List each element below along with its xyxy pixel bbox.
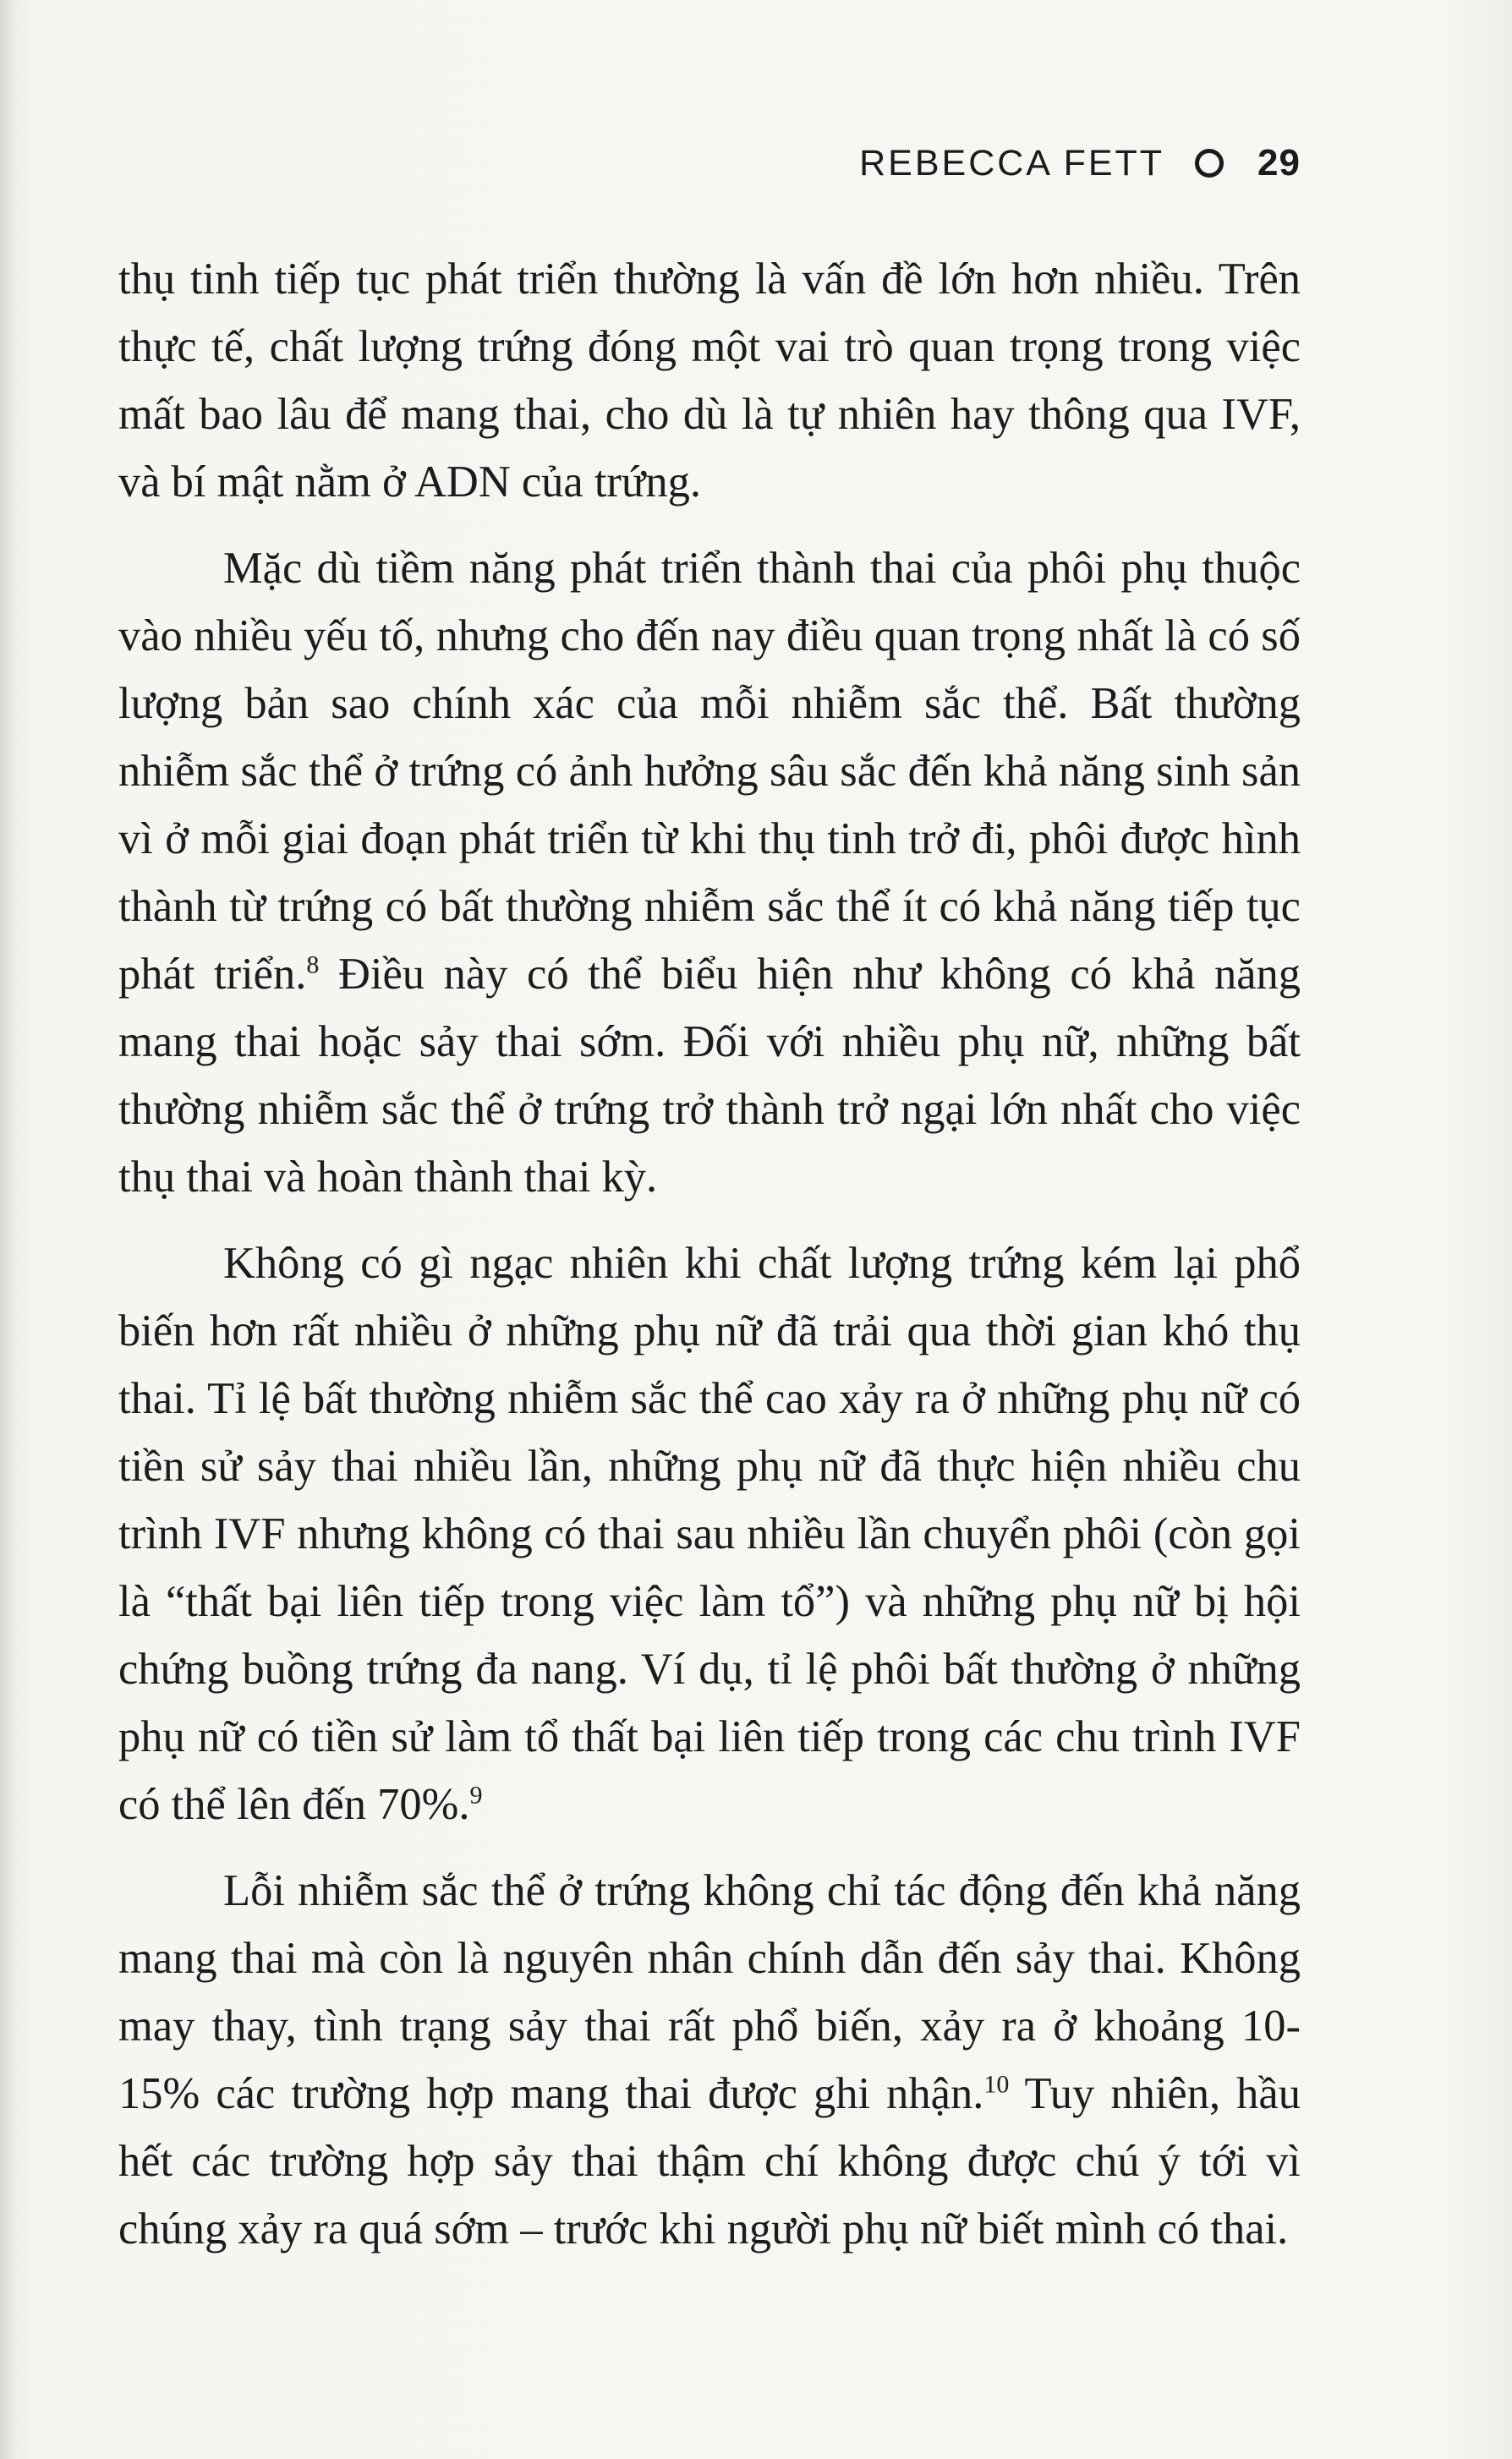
paragraph-text: Mặc dù tiềm năng phát triển thành thai của phôi phụ thuộc vào nhiều yếu tố, nhưng cho đến nay điều quan trọng nhất là có số lượng bản sao chính xác của mỗi nhiễm sắc thể. Bất thường nhiễm sắc thể ở trứng có ảnh hưởng sâu sắc đến khả năng sinh sản vì ở mỗi giai đoạn phát triển từ khi thụ tinh trở đi, phôi được hình thành từ trứng có bất thường nhiễm sắc thể ít có khả năng tiếp tục phát triển. — [118, 544, 1301, 999]
paragraph-miscarriage — [118, 1857, 1301, 2263]
paragraph-text: Tuy nhiên, hầu hết các trường hợp sảy thai thậm chí không được chú ý tới vì chúng xảy ra quá sớm – trước khi người phụ nữ biết mình có thai. — [118, 2069, 1301, 2254]
footnote-ref-9: 9 — [469, 1781, 483, 1810]
paragraph-text: Không có gì ngạc nhiên khi chất lượng trứng kém lại phổ biến hơn rất nhiều ở những phụ nữ đã trải qua thời gian khó thụ thai. Tỉ lệ bất thường nhiễm sắc thể cao xảy ra ở những phụ nữ có tiền sử sảy thai nhiều lần, những phụ nữ đã thực hiện nhiều chu trình IVF nhưng không có thai sau nhiều lần chuyển phôi (còn gọi là “thất bại liên tiếp trong việc làm tổ”) và những phụ nữ bị hội chứng buồng trứng đa nang. Ví dụ, tỉ lệ phôi bất thường ở những phụ nữ có tiền sử làm tổ thất bại liên tiếp trong các chu trình IVF có thể lên đến 70%. — [118, 1239, 1301, 1829]
circle-separator-icon — [1195, 149, 1224, 178]
paragraph-text: Lỗi nhiễm sắc thể ở trứng không chỉ tác động đến khả năng mang thai mà còn là nguyên nhân chính dẫn đến sảy thai. Không may thay, tình trạng sảy thai rất phổ biến, xảy ra ở khoảng 10-15% các trường hợp mang thai được ghi nhận. — [118, 1866, 1301, 2118]
footnote-ref-10: 10 — [983, 2070, 1010, 2099]
paragraph-egg-quality — [118, 1230, 1301, 1838]
running-header — [859, 142, 1301, 184]
paragraph-chromosomes — [118, 534, 1301, 1211]
paragraph-text: Điều này có thể biểu hiện như không có khả năng mang thai hoặc sảy thai sớm. Đối với nhiều phụ nữ, những bất thường nhiễm sắc thể ở trứng trở thành trở ngại lớn nhất cho việc thụ thai và hoàn thành thai kỳ. — [118, 950, 1301, 1202]
paragraph-continued: thụ tinh tiếp tục phát triển thường là vấn đề lớn hơn nhiều. Trên thực tế, chất lượng trứng đóng một vai trò quan trọng trong việc mất bao lâu để mang thai, cho dù là tự nhiên hay thông qua IVF, và bí mật nằm ở ADN của trứng. — [118, 255, 1301, 507]
body-text — [118, 245, 1301, 2281]
author-name: REBECCA FETT — [859, 142, 1165, 183]
page-number: 29 — [1257, 142, 1301, 183]
footnote-ref-8: 8 — [306, 950, 320, 979]
